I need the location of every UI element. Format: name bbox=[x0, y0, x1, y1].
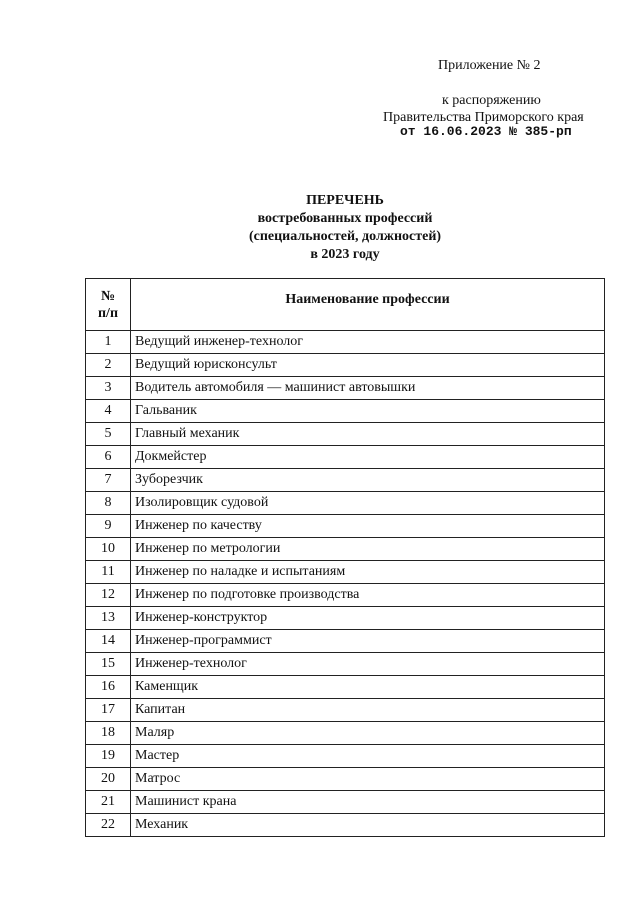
profession-name: Механик bbox=[131, 814, 605, 837]
title-line-1: ПЕРЕЧЕНЬ bbox=[306, 193, 384, 208]
row-number: 21 bbox=[86, 791, 131, 814]
table-row bbox=[86, 377, 605, 400]
table-row bbox=[86, 538, 605, 561]
row-number: 13 bbox=[86, 607, 131, 630]
table-row bbox=[86, 676, 605, 699]
row-number: 1 bbox=[86, 331, 131, 354]
number-header-abbrev: п/п bbox=[97, 305, 119, 321]
order-date-stamp: от 16.06.2023 № 385-рп bbox=[400, 124, 572, 139]
row-number: 2 bbox=[86, 354, 131, 377]
profession-name: Капитан bbox=[131, 699, 605, 722]
table-row bbox=[86, 561, 605, 584]
table-row bbox=[86, 400, 605, 423]
table-row bbox=[86, 446, 605, 469]
table-row bbox=[86, 469, 605, 492]
name-column-header: Наименование профессии bbox=[131, 279, 605, 331]
profession-name: Мастер bbox=[131, 745, 605, 768]
profession-name: Гальваник bbox=[131, 400, 605, 423]
table-row bbox=[86, 768, 605, 791]
profession-name: Инженер по подготовке производства bbox=[131, 584, 605, 607]
profession-name: Инженер по наладке и испытаниям bbox=[131, 561, 605, 584]
profession-name: Инженер по качеству bbox=[131, 515, 605, 538]
table-row bbox=[86, 584, 605, 607]
appendix-label: Приложение № 2 bbox=[438, 58, 541, 73]
table-row bbox=[86, 492, 605, 515]
document-title bbox=[0, 192, 640, 264]
row-number: 22 bbox=[86, 814, 131, 837]
profession-name: Изолировщик судовой bbox=[131, 492, 605, 515]
profession-name: Водитель автомобиля — машинист автовышки bbox=[131, 377, 605, 400]
government-label: Правительства Приморского края bbox=[383, 110, 584, 125]
row-number: 15 bbox=[86, 653, 131, 676]
row-number: 9 bbox=[86, 515, 131, 538]
row-number: 14 bbox=[86, 630, 131, 653]
profession-name: Зуборезчик bbox=[131, 469, 605, 492]
number-column-header bbox=[86, 279, 131, 331]
row-number: 10 bbox=[86, 538, 131, 561]
table-row bbox=[86, 745, 605, 768]
row-number: 16 bbox=[86, 676, 131, 699]
title-line-2: востребованных профессий bbox=[257, 211, 433, 226]
order-reference-label: к распоряжению bbox=[442, 93, 541, 108]
table-row bbox=[86, 791, 605, 814]
row-number: 6 bbox=[86, 446, 131, 469]
table-body bbox=[86, 331, 605, 837]
title-line-3: (специальностей, должностей) bbox=[248, 229, 442, 244]
profession-name: Каменщик bbox=[131, 676, 605, 699]
table-row bbox=[86, 331, 605, 354]
row-number: 11 bbox=[86, 561, 131, 584]
table-row bbox=[86, 607, 605, 630]
table-row bbox=[86, 814, 605, 837]
row-number: 4 bbox=[86, 400, 131, 423]
title-line-4: в 2023 году bbox=[310, 247, 380, 262]
table-row bbox=[86, 722, 605, 745]
row-number: 5 bbox=[86, 423, 131, 446]
profession-name: Инженер-технолог bbox=[131, 653, 605, 676]
table-row bbox=[86, 354, 605, 377]
row-number: 8 bbox=[86, 492, 131, 515]
profession-name: Инженер по метрологии bbox=[131, 538, 605, 561]
table-header-row bbox=[86, 279, 605, 331]
professions-table bbox=[85, 278, 605, 837]
row-number: 19 bbox=[86, 745, 131, 768]
table-row bbox=[86, 653, 605, 676]
profession-name: Ведущий инженер-технолог bbox=[131, 331, 605, 354]
profession-name: Ведущий юрисконсульт bbox=[131, 354, 605, 377]
row-number: 12 bbox=[86, 584, 131, 607]
row-number: 17 bbox=[86, 699, 131, 722]
table-row bbox=[86, 423, 605, 446]
profession-name: Маляр bbox=[131, 722, 605, 745]
table-row bbox=[86, 630, 605, 653]
profession-name: Машинист крана bbox=[131, 791, 605, 814]
profession-name: Матрос bbox=[131, 768, 605, 791]
row-number: 3 bbox=[86, 377, 131, 400]
row-number: 20 bbox=[86, 768, 131, 791]
table-row bbox=[86, 515, 605, 538]
table-row bbox=[86, 699, 605, 722]
profession-name: Инженер-программист bbox=[131, 630, 605, 653]
profession-name: Инженер-конструктор bbox=[131, 607, 605, 630]
profession-name: Главный механик bbox=[131, 423, 605, 446]
number-header-symbol: № bbox=[100, 288, 116, 304]
profession-name: Докмейстер bbox=[131, 446, 605, 469]
row-number: 7 bbox=[86, 469, 131, 492]
row-number: 18 bbox=[86, 722, 131, 745]
